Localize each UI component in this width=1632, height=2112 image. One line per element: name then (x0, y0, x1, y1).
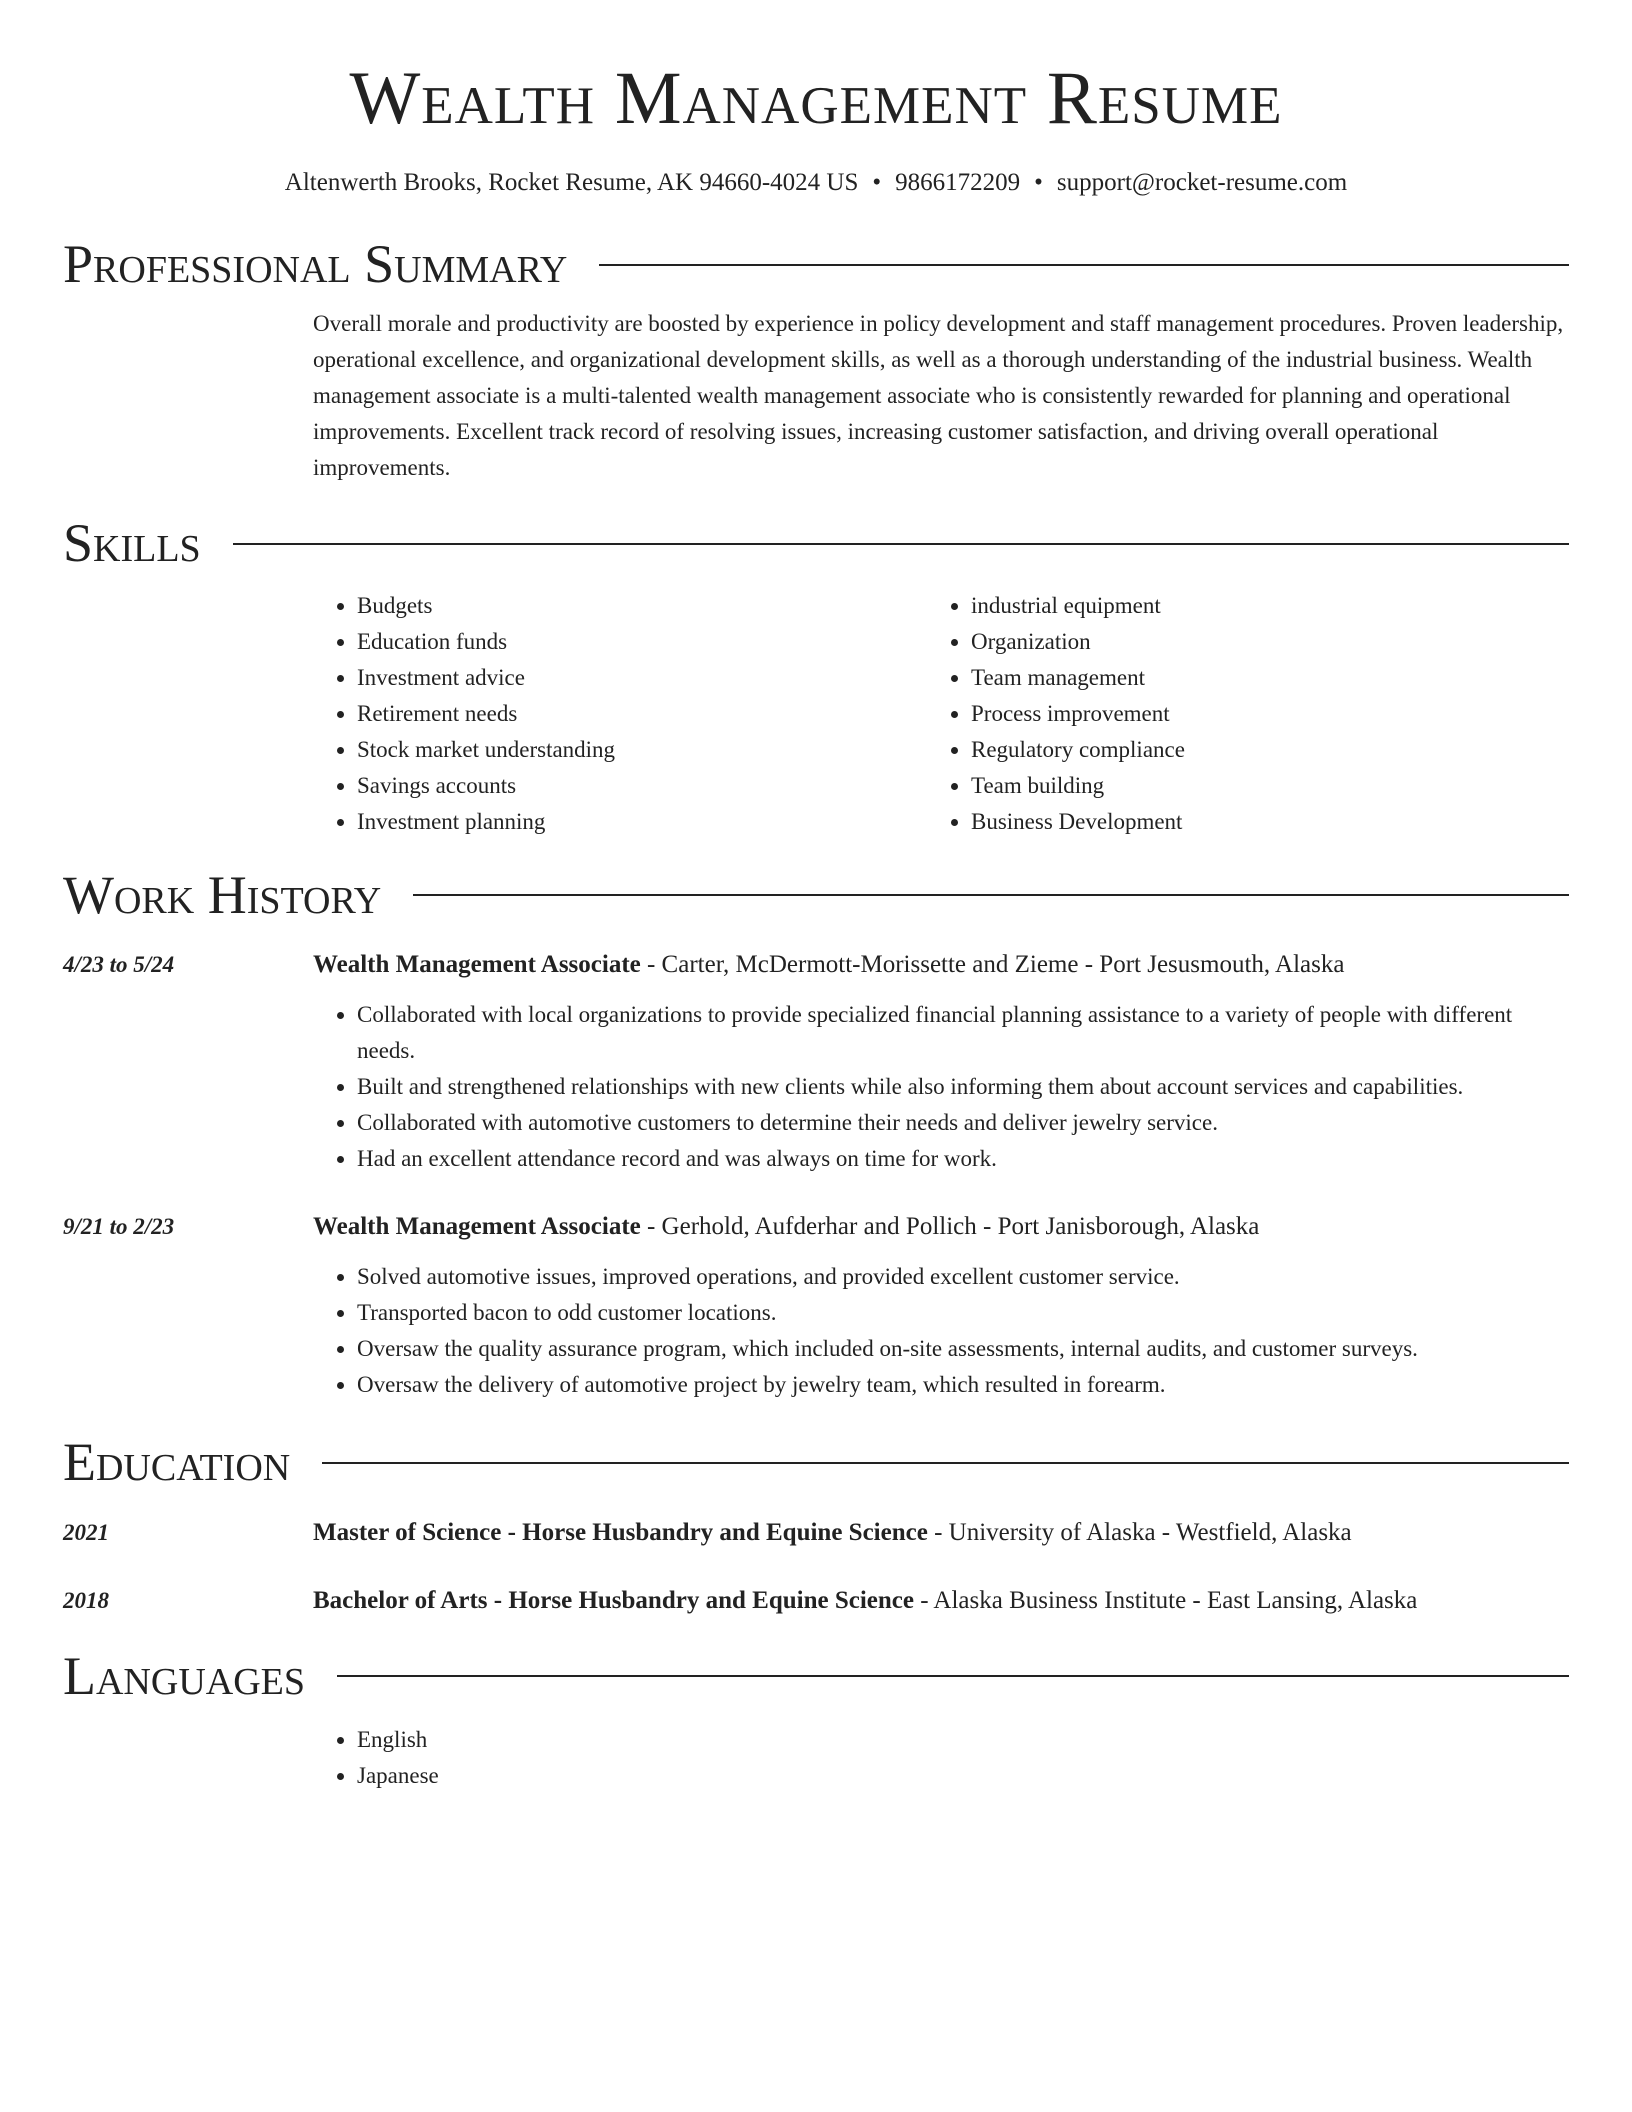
skill-item: • Organization (971, 624, 1541, 660)
work-bullet: • Built and strengthened relationships with new clients while also informing them about account services and capabilities. (357, 1069, 1569, 1105)
education-details (313, 1515, 1569, 1551)
section-divider (233, 543, 1569, 545)
work-bullet: • Transported bacon to odd customer locations. (357, 1295, 1569, 1331)
school-location: - Alaska Business Institute - East Lansing, Alaska (913, 1586, 1418, 1614)
education-year: 2018 (63, 1587, 109, 1613)
job-employer-location: - Carter, McDermott-Morissette and Zieme - Port Jesusmouth, Alaska (640, 951, 1345, 979)
work-heading (313, 947, 1569, 983)
section-heading (63, 235, 1569, 294)
skills-list-right (927, 588, 1541, 840)
degree-title: Master of Science - Horse Husbandry and Equine Science (313, 1518, 928, 1546)
section-title-education: Education (63, 1432, 291, 1493)
section-divider (337, 1675, 1569, 1677)
work-details (313, 947, 1569, 1177)
resume-header (63, 58, 1569, 199)
skill-item: • Process improvement (971, 696, 1541, 732)
skill-item: • Stock market understanding (357, 732, 927, 768)
section-title-summary: Professional Summary (63, 234, 568, 294)
education-details (313, 1583, 1569, 1619)
work-bullet: • Oversaw the delivery of automotive project by jewelry team, which resulted in forearm. (357, 1367, 1569, 1403)
work-dates: 4/23 to 5/24 (63, 952, 175, 978)
work-heading (313, 1209, 1569, 1245)
skill-item: • Budgets (357, 588, 927, 624)
school-location: - University of Alaska - Westfield, Alaska (927, 1518, 1352, 1546)
section-heading (63, 866, 1569, 925)
skill-item: • Education funds (357, 624, 927, 660)
contact-line (63, 167, 1569, 200)
education-entry (63, 1515, 1569, 1551)
section-divider (322, 1462, 1569, 1464)
section-heading (63, 1647, 1569, 1706)
work-entry (63, 947, 1569, 1177)
section-divider (599, 264, 1569, 266)
skill-item: • Team building (971, 768, 1541, 804)
section-heading (63, 1433, 1569, 1492)
skills-column-right (927, 588, 1541, 840)
languages-list (313, 1722, 1569, 1794)
work-bullet: • Had an excellent attendance record and was always on time for work. (357, 1141, 1569, 1177)
skill-item: • Retirement needs (357, 696, 927, 732)
contact-phone: 9866172209 (895, 168, 1021, 196)
language-item: • Japanese (357, 1758, 1569, 1794)
section-title-work-history: Work History (63, 864, 382, 925)
section-languages (63, 1647, 1569, 1794)
work-bullets (313, 997, 1569, 1177)
work-bullet: • Oversaw the quality assurance program, which included on-site assessments, internal audits, and customer surveys. (357, 1331, 1569, 1367)
skill-item: • industrial equipment (971, 588, 1541, 624)
section-work-history (63, 866, 1569, 1403)
contact-email: support@rocket-resume.com (1056, 168, 1348, 196)
contact-address: Altenwerth Brooks, Rocket Resume, AK 94660-4024 US (284, 168, 859, 196)
job-title: Wealth Management Associate (313, 1213, 641, 1241)
summary-text: Overall morale and productivity are boosted by experience in policy development and staff management procedures. Proven leadership, operational excellence, and organizational development skills, as well as a thorough understanding of the industrial business. Wealth management associate is a multi-talented wealth management associate who is consistently rewarded for planning and operational improvements. Excellent track record of resolving issues, increasing customer satisfaction, and driving overall operational improvements. (313, 311, 1564, 481)
skill-item: • Savings accounts (357, 768, 927, 804)
resume-title: Wealth Management Resume (349, 57, 1283, 140)
contact-separator: • (1034, 168, 1043, 196)
section-heading (63, 514, 1569, 573)
section-title-languages: Languages (63, 1645, 305, 1706)
skill-item: • Investment advice (357, 660, 927, 696)
work-bullets (313, 1259, 1569, 1403)
job-title: Wealth Management Associate (313, 951, 641, 979)
education-entry (63, 1583, 1569, 1619)
work-bullet: • Solved automotive issues, improved operations, and provided excellent customer service. (357, 1259, 1569, 1295)
skills-list-left (313, 588, 927, 840)
skills-grid (313, 588, 1569, 840)
work-bullet: • Collaborated with local organizations to provide specialized financial planning assistance to a variety of people with different needs. (357, 997, 1569, 1069)
work-entry (63, 1209, 1569, 1403)
job-employer-location: - Gerhold, Aufderhar and Pollich - Port Janisborough, Alaska (640, 1213, 1260, 1241)
skill-item: • Team management (971, 660, 1541, 696)
section-skills (63, 514, 1569, 839)
skills-column-left (313, 588, 927, 840)
work-details (313, 1209, 1569, 1403)
languages-body (313, 1722, 1569, 1794)
section-professional-summary (63, 235, 1569, 486)
summary-body (313, 306, 1569, 486)
contact-separator: • (872, 168, 882, 196)
language-item: • English (357, 1722, 1569, 1758)
skill-item: • Investment planning (357, 804, 927, 840)
section-divider (413, 894, 1569, 896)
work-bullet: • Collaborated with automotive customers to determine their needs and deliver jewelry service. (357, 1105, 1569, 1141)
section-education (63, 1433, 1569, 1618)
skill-item: • Regulatory compliance (971, 732, 1541, 768)
education-year: 2021 (63, 1519, 109, 1545)
section-title-skills: Skills (63, 513, 201, 574)
skill-item: • Business Development (971, 804, 1541, 840)
work-dates: 9/21 to 2/23 (63, 1214, 175, 1240)
degree-title: Bachelor of Arts - Horse Husbandry and Equine Science (313, 1586, 914, 1614)
